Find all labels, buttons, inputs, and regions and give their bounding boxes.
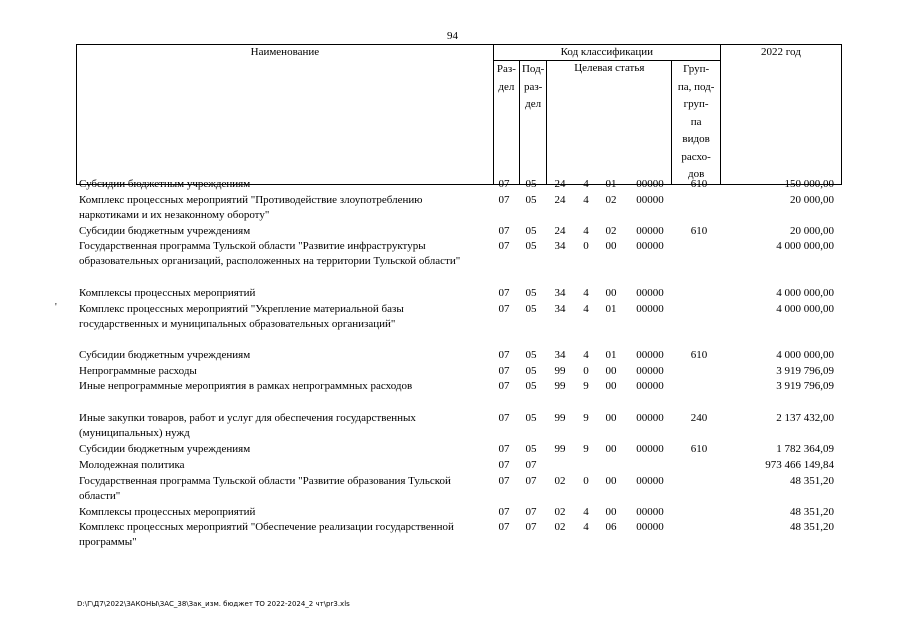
row-code-podrazdel: 05 xyxy=(525,412,537,424)
row-code-main: 00 xyxy=(605,443,617,455)
row-code-prog: 34 xyxy=(554,287,566,299)
row-code-vid: 610 xyxy=(690,225,708,237)
margin-tick-mark: ' xyxy=(55,302,57,313)
row-sum: 48 351,20 xyxy=(790,475,834,487)
row-code-sub: 4 xyxy=(583,349,589,361)
row-code-main: 00 xyxy=(605,240,617,252)
row-code-main: 00 xyxy=(605,506,617,518)
row-code-main: 01 xyxy=(605,178,617,190)
row-code-razdel: 07 xyxy=(498,303,510,315)
header-group: Груп- па, под- груп- па видов расхо- дов xyxy=(672,61,720,185)
row-code-main: 06 xyxy=(605,521,617,533)
row-name: Комплекс процессных мероприятий "Противодействие злоупотреблению наркотиками и их незаконному обороту" xyxy=(79,194,423,221)
row-code-podrazdel: 07 xyxy=(525,475,537,487)
row-code-podrazdel: 07 xyxy=(525,521,537,533)
row-code-podrazdel: 05 xyxy=(525,443,537,455)
row-sum: 150 000,00 xyxy=(784,178,834,190)
row-code-prog: 24 xyxy=(554,178,566,190)
row-sum: 4 000 000,00 xyxy=(776,303,834,315)
row-sum: 4 000 000,00 xyxy=(776,240,834,252)
row-code-sub: 4 xyxy=(583,521,589,533)
row-code-dir: 00000 xyxy=(636,287,664,299)
row-code-main: 00 xyxy=(605,380,617,392)
header-target: Целевая статья xyxy=(547,61,672,185)
row-code-sub: 4 xyxy=(583,194,589,206)
row-sum: 3 919 796,09 xyxy=(776,380,834,392)
footer-file-path: D:\Г\Д7\2022\ЗАКОНЫ\ЗАС_38\Зак_изм. бюджет ТО 2022-2024_2 чт\pr3.xls xyxy=(77,600,350,608)
header-name: Наименование xyxy=(77,45,494,185)
row-code-podrazdel: 05 xyxy=(525,380,537,392)
row-code-prog: 24 xyxy=(554,225,566,237)
row-code-prog: 99 xyxy=(554,443,566,455)
row-sum: 20 000,00 xyxy=(790,225,834,237)
row-code-dir: 00000 xyxy=(636,380,664,392)
row-name: Субсидии бюджетным учреждениям xyxy=(79,225,251,237)
row-code-sub: 9 xyxy=(583,380,589,392)
row-name: Иные непрограммные мероприятия в рамках непрограммных расходов xyxy=(79,380,413,392)
row-code-razdel: 07 xyxy=(498,287,510,299)
row-code-vid: 610 xyxy=(690,443,708,455)
row-name: Комплекс процессных мероприятий "Укрепление материальной базы государственных и муниципальных образовательных организаций" xyxy=(79,303,404,330)
row-name: Субсидии бюджетным учреждениям xyxy=(79,178,251,190)
row-code-dir: 00000 xyxy=(636,194,664,206)
row-code-podrazdel: 07 xyxy=(525,506,537,518)
row-name: Комплекс процессных мероприятий "Обеспечение реализации государственной программы" xyxy=(79,521,454,548)
row-sum: 20 000,00 xyxy=(790,194,834,206)
row-code-prog: 34 xyxy=(554,240,566,252)
row-code-sub: 4 xyxy=(583,506,589,518)
row-code-prog: 02 xyxy=(554,475,566,487)
row-code-prog: 99 xyxy=(554,365,566,377)
row-code-dir: 00000 xyxy=(636,475,664,487)
row-sum: 973 466 149,84 xyxy=(765,459,834,471)
row-sum: 48 351,20 xyxy=(790,521,834,533)
row-sum: 4 000 000,00 xyxy=(776,287,834,299)
row-code-dir: 00000 xyxy=(636,178,664,190)
row-code-prog: 34 xyxy=(554,349,566,361)
row-code-sub: 4 xyxy=(583,303,589,315)
row-code-prog: 02 xyxy=(554,521,566,533)
row-code-main: 02 xyxy=(605,194,617,206)
row-code-sub: 0 xyxy=(583,365,589,377)
row-code-podrazdel: 05 xyxy=(525,178,537,190)
row-code-razdel: 07 xyxy=(498,380,510,392)
row-name: Комплексы процессных мероприятий xyxy=(79,287,256,299)
row-code-razdel: 07 xyxy=(498,178,510,190)
row-code-podrazdel: 05 xyxy=(525,349,537,361)
row-name: Субсидии бюджетным учреждениям xyxy=(79,349,251,361)
row-code-prog: 99 xyxy=(554,380,566,392)
row-code-main: 01 xyxy=(605,349,617,361)
row-code-main: 00 xyxy=(605,287,617,299)
row-code-dir: 00000 xyxy=(636,443,664,455)
row-name: Государственная программа Тульской области "Развитие образования Тульской области" xyxy=(79,475,451,502)
page-number: 94 xyxy=(447,30,458,42)
row-code-dir: 00000 xyxy=(636,521,664,533)
row-code-sub: 4 xyxy=(583,287,589,299)
header-podrazdel: Под- раз- дел xyxy=(520,61,547,185)
row-code-prog: 24 xyxy=(554,194,566,206)
row-code-podrazdel: 05 xyxy=(525,303,537,315)
row-code-razdel: 07 xyxy=(498,475,510,487)
row-code-podrazdel: 05 xyxy=(525,194,537,206)
row-code-razdel: 07 xyxy=(498,225,510,237)
row-code-dir: 00000 xyxy=(636,225,664,237)
row-code-razdel: 07 xyxy=(498,412,510,424)
header-classification: Код классификации xyxy=(493,45,720,61)
row-code-razdel: 07 xyxy=(498,365,510,377)
row-sum: 48 351,20 xyxy=(790,506,834,518)
row-code-dir: 00000 xyxy=(636,365,664,377)
row-code-razdel: 07 xyxy=(498,459,510,471)
row-name: Комплексы процессных мероприятий xyxy=(79,506,256,518)
row-name: Субсидии бюджетным учреждениям xyxy=(79,443,251,455)
row-code-sub: 9 xyxy=(583,412,589,424)
row-sum: 3 919 796,09 xyxy=(776,365,834,377)
row-code-razdel: 07 xyxy=(498,506,510,518)
row-code-razdel: 07 xyxy=(498,194,510,206)
row-code-podrazdel: 05 xyxy=(525,287,537,299)
header-razdel: Раз- дел xyxy=(493,61,519,185)
row-name: Молодежная политика xyxy=(79,459,185,471)
row-code-prog: 02 xyxy=(554,506,566,518)
row-code-prog: 34 xyxy=(554,303,566,315)
row-code-razdel: 07 xyxy=(498,521,510,533)
row-code-main: 00 xyxy=(605,412,617,424)
row-code-main: 01 xyxy=(605,303,617,315)
row-code-main: 00 xyxy=(605,365,617,377)
row-code-main: 02 xyxy=(605,225,617,237)
row-code-podrazdel: 07 xyxy=(525,459,537,471)
row-code-vid: 610 xyxy=(690,349,708,361)
row-code-razdel: 07 xyxy=(498,349,510,361)
row-code-dir: 00000 xyxy=(636,506,664,518)
row-code-sub: 4 xyxy=(583,225,589,237)
row-code-vid: 240 xyxy=(690,412,708,424)
row-name: Непрограммные расходы xyxy=(79,365,197,377)
row-code-vid: 610 xyxy=(690,178,708,190)
row-code-sub: 0 xyxy=(583,475,589,487)
row-code-sub: 9 xyxy=(583,443,589,455)
row-code-sub: 0 xyxy=(583,240,589,252)
row-sum: 4 000 000,00 xyxy=(776,349,834,361)
row-sum: 2 137 432,00 xyxy=(776,412,834,424)
row-name: Иные закупки товаров, работ и услуг для обеспечения государственных (муниципальных) нужд xyxy=(79,412,416,439)
row-code-podrazdel: 05 xyxy=(525,225,537,237)
row-code-dir: 00000 xyxy=(636,412,664,424)
row-code-main: 00 xyxy=(605,475,617,487)
row-code-prog: 99 xyxy=(554,412,566,424)
row-code-dir: 00000 xyxy=(636,240,664,252)
row-code-sub: 4 xyxy=(583,178,589,190)
row-sum: 1 782 364,09 xyxy=(776,443,834,455)
header-year: 2022 год xyxy=(720,45,841,185)
row-code-razdel: 07 xyxy=(498,240,510,252)
row-name: Государственная программа Тульской области "Развитие инфраструктуры образовательных организаций, расположенных на территории Тульской области" xyxy=(79,240,461,267)
row-code-razdel: 07 xyxy=(498,443,510,455)
row-code-dir: 00000 xyxy=(636,349,664,361)
row-code-podrazdel: 05 xyxy=(525,365,537,377)
row-code-dir: 00000 xyxy=(636,303,664,315)
row-code-podrazdel: 05 xyxy=(525,240,537,252)
